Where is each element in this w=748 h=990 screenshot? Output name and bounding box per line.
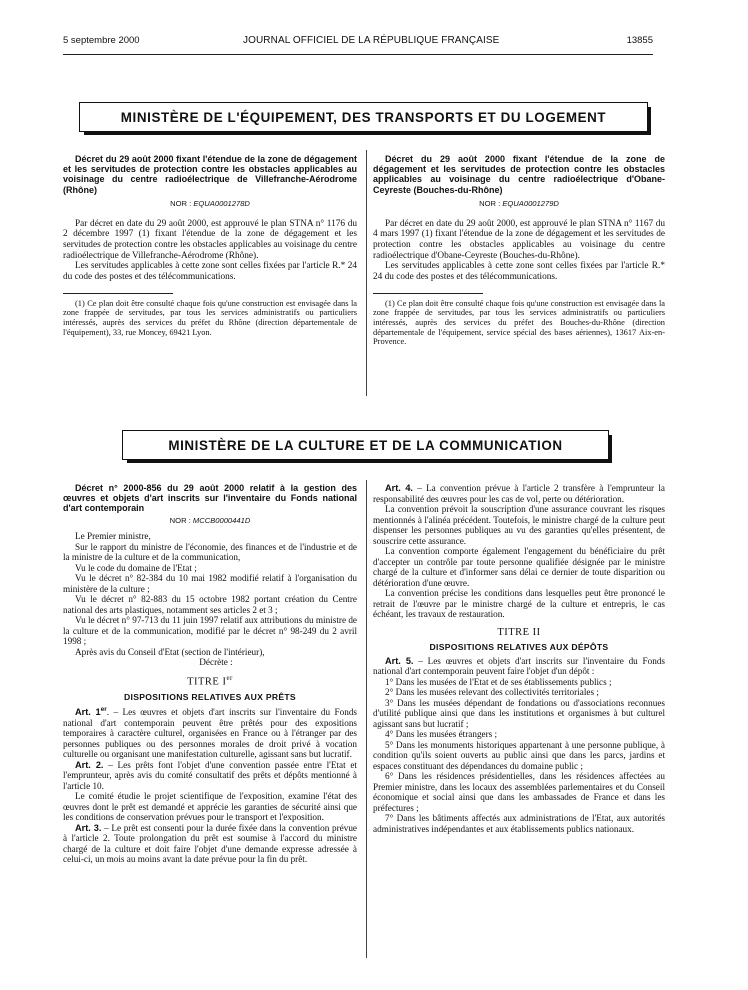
titre-heading: TITRE II (497, 626, 541, 638)
running-header (63, 35, 653, 51)
list-item: 5° Dans les monuments historiques appartenant à une personne publique, à condition qu'ils soient ouverts au public ainsi que dans les parcs, jardins et espaces constituant des dépendances du domaine public ; (373, 739, 665, 771)
article-paragraph: La convention prévoit la souscription d'une assurance couvrant les risques mentionnés à l'alinéa précédent. Toutefois, le ministre chargé de la culture peut dispenser les personnes publiques au vu des garanties qu'elles présentent, de souscrire cette assurance. (373, 504, 665, 546)
nor-code: EQUA0001279D (502, 198, 559, 208)
footnote-rule (63, 293, 173, 294)
decree-paragraph: Les servitudes applicables à cette zone sont celles fixées par l'article R.* 24 du code des postes et des télécommunications. (373, 261, 665, 283)
titre-subheading: DISPOSITIONS RELATIVES AUX PRÊTS (124, 691, 296, 702)
article-label: Art. 5. (385, 655, 414, 666)
article-paragraph: La convention précise les conditions dans lesquelles peut être prononcé le retrait de l'œuvre par le ministre chargé de la culture et entrepris, le cas échéant, les travaux de restauration. (373, 588, 665, 619)
preamble-line: Après avis du Conseil d'Etat (section de l'intérieur), (75, 646, 265, 657)
ministry-heading-culture (122, 430, 609, 460)
ministry-title: MINISTÈRE DE L'ÉQUIPEMENT, DES TRANSPORTS ET DU LOGEMENT (120, 109, 607, 125)
list-item: 2° Dans les musées relevant des collectivités territoriales ; (385, 687, 599, 697)
column-divider (366, 480, 367, 958)
article-label: Art. 1er (75, 706, 107, 718)
decree-paragraph: Par décret en date du 29 août 2000, est approuvé le plan STNA n° 1167 du 4 mars 1997 (1) fixant l'étendue de la zone de dégagement et les servitudes de protection contre les obstacles applicables au voisinage du centre radioélectrique d'Obane-Ceyreste (Bouches-du-Rhône). (373, 218, 665, 261)
article-4: Art. 4. – La convention prévue à l'article 2 transfère à l'emprunteur la responsabilité des œuvres pour les cas de vol, perte ou détérioration. (373, 483, 665, 504)
decree-paragraph: Les servitudes applicables à cette zone sont celles fixées par l'article R.* 24 du code des postes et des télécommunications. (63, 261, 357, 283)
article-1: Art. 1er. – Les œuvres et objets d'art inscrits sur l'inventaire du Fonds national d'art contemporain peuvent être prêtés pour des expositions temporaires à caractère culturel, organisées en France ou à l'étranger par des personnes publiques ou des personnes morales de droit privé à vocation culturelle ou organisant une manifestation culturelle, agissant sans but lucratif. (63, 706, 357, 760)
page-number: 13855 (626, 35, 653, 46)
nor-code: EQUA0001278D (193, 198, 250, 208)
list-item: 7° Dans les bâtiments affectés aux administrations de l'Etat, aux autorités administratives indépendantes et aux établissements publics nationaux. (373, 813, 665, 834)
preamble-line: Vu le décret n° 82-883 du 15 octobre 1982 portant création du Centre national des arts plastiques, notamment ses articles 2 et 3 ; (63, 594, 357, 615)
decree-obane-ceyreste (373, 154, 665, 347)
preamble-line: Vu le décret n° 82-384 du 10 mai 1982 modifié relatif à l'organisation du ministère de la culture ; (63, 573, 357, 594)
preamble-line: Le Premier ministre, (75, 531, 151, 542)
nor-line: NOR : EQUA0001278D (170, 198, 250, 208)
decrete: Décrète : (199, 657, 233, 668)
article-paragraph: Le comité étudie le projet scientifique de l'exposition, examine l'état des œuvres dont le prêt est demandé et apprécie les garanties de sécurité ainsi que les conditions de conservation prévues pour le transport et l'exposition. (63, 791, 357, 823)
list-item: 3° Dans les musées dépendant de fondations ou d'associations reconnues d'utilité publique ainsi que dans les institutions et organismes à but culturel agissant sans but lucratif ; (373, 697, 665, 729)
nor-code: MCCB0000441D (192, 515, 251, 525)
article-2: Art. 2. – Les prêts font l'objet d'une convention passée entre l'Etat et l'emprunteur, après avis du comité consultatif des prêts et dépôts mentionné à l'article 10. (63, 759, 357, 791)
list-item: 1° Dans les musées de l'Etat et de ses établissements publics ; (385, 676, 612, 687)
nor-line: NOR : EQUA0001279D (479, 198, 559, 208)
preamble-line: Vu le décret n° 97-713 du 11 juin 1997 relatif aux attributions du ministre de la culture et de la communication, modifié par le décret n° 98-249 du 2 avril 1998 ; (63, 615, 357, 647)
titre-subheading: DISPOSITIONS RELATIVES AUX DÉPÔTS (429, 642, 609, 652)
footnote: (1) Ce plan doit être consulté chaque fois qu'une construction est envisagée dans la zone frappée de servitudes, par tous les services administratifs ou particuliers intéressés, auprès des services du préfet des Bouches-du-Rhône (direction départementale de l'équipement, service spécial des bases aériennes), 13617 Aix-en-Provence. (373, 298, 665, 347)
decree-villefranche (63, 154, 357, 337)
decree-paragraph: Par décret en date du 29 août 2000, est approuvé le plan STNA n° 1176 du 2 décembre 1997 (1) fixant l'étendue de la zone de dégagement et les servitudes de protection contre les obstacles applicables au voisinage du centre radioélectrique de Villefranche-Aérodrome (Rhône). (63, 218, 357, 261)
ministry-heading-equipement (79, 102, 648, 132)
decree-title: Décret n° 2000-856 du 29 août 2000 relatif à la gestion des œuvres et objets d'art inscrits sur l'inventaire du Fonds national d'art contemporain (63, 483, 357, 514)
article-5: Art. 5. – Les œuvres et objets d'art inscrits sur l'inventaire du Fonds national d'art contemporain peuvent faire l'objet d'un dépôt : (373, 655, 665, 676)
decree-fnac-right (373, 483, 665, 834)
article-label: Art. 3. (75, 822, 102, 833)
header-rule (63, 54, 653, 55)
footnote-rule (373, 293, 483, 294)
titre-heading: TITRE Ier (187, 673, 233, 688)
article-3: Art. 3. – Le prêt est consenti pour la durée fixée dans la convention prévue à l'article 2. Toute prolongation du prêt est soumise à l'accord du ministre chargé de la culture et doit faire l'objet d'une demande expresse adressée à celui-ci, un mois au moins avant la date prévue pour la fin du prêt. (63, 822, 358, 865)
preamble-line: Sur le rapport du ministre de l'économie, des finances et de l'industrie et de la ministre de la culture et de la communication, (63, 541, 357, 563)
list-item: 4° Dans les musées étrangers ; (385, 729, 498, 739)
preamble-line: Vu le code du domaine de l'Etat ; (75, 562, 197, 573)
decree-title: Décret du 29 août 2000 fixant l'étendue de la zone de dégagement et les servitudes de protection contre les obstacles applicables au voisinage du centre radioélectrique de Villefranche-Aérodrome (Rhône) (63, 154, 357, 195)
nor-line: NOR : MCCB0000441D (169, 515, 251, 525)
header-date: 5 septembre 2000 (63, 35, 140, 46)
list-item: 6° Dans les résidences présidentielles, dans les résidences affectées au Premier ministre, dans les locaux des assemblées parlementaires et du Conseil économique et social ainsi que dans les ambassades de France et dans les préfectures ; (373, 771, 665, 813)
article-label: Art. 4. (385, 483, 413, 493)
ministry-title: MINISTÈRE DE LA CULTURE ET DE LA COMMUNICATION (168, 437, 563, 453)
column-divider (366, 150, 367, 396)
decree-title: Décret du 29 août 2000 fixant l'étendue de la zone de dégagement et les servitudes de protection contre les obstacles applicables au voisinage du centre radioélectrique d'Obane-Ceyreste (Bouches-du-Rhône) (373, 154, 665, 195)
decree-fnac-left (63, 483, 357, 865)
article-label: Art. 2. (75, 759, 104, 770)
footnote: (1) Ce plan doit être consulté chaque fois qu'une construction est envisagée dans la zone frappée de servitudes, par tous les services administratifs ou particuliers intéressés, auprès des services du préfet du Rhône (direction départementale de l'équipement), 33, rue Moncey, 69421 Lyon. (63, 298, 357, 337)
journal-title: JOURNAL OFFICIEL DE LA RÉPUBLIQUE FRANÇAISE (243, 35, 500, 46)
article-paragraph: La convention comporte également l'engagement du bénéficiaire du prêt d'accepter un contrôle par toute personne qualifiée désignée par le ministre chargé de la culture et d'informer sans délai ce dernier de toute disparition ou détérioration d'une œuvre. (373, 546, 665, 588)
